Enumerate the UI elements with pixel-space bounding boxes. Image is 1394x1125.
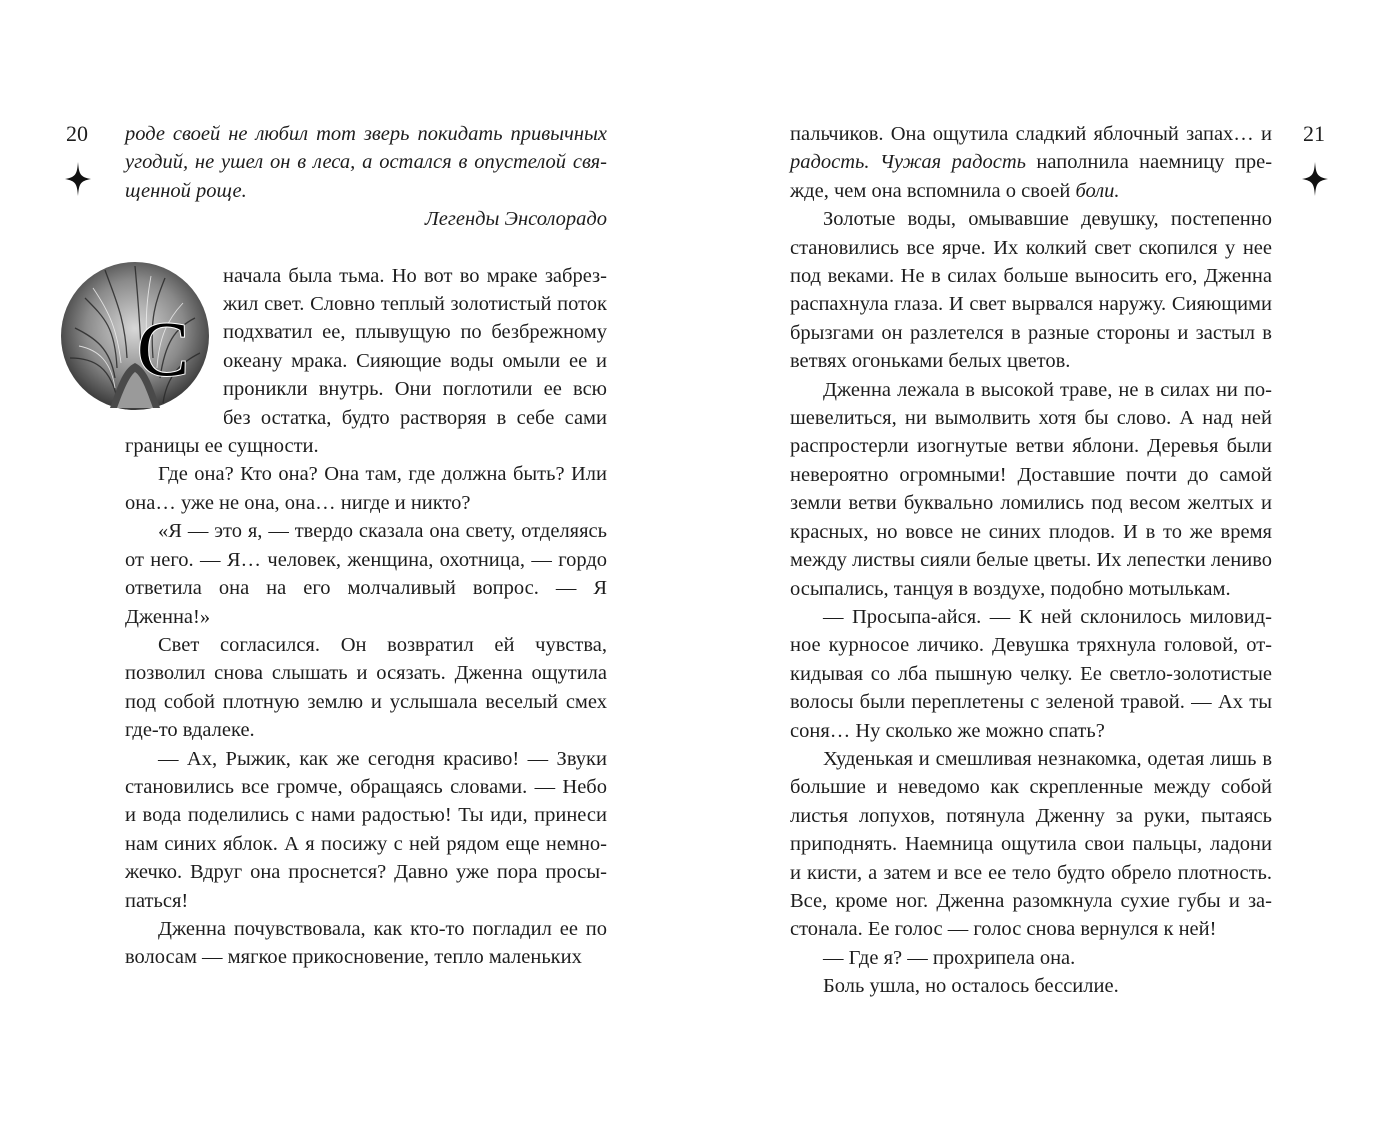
paragraph: Свет согласился. Он возвратил ей чувства, позволил снова слышать и осязать. Дженна ощутила под собой плотную землю и услышала веселый смех где-то вдалеке.: [125, 633, 607, 742]
epigraph: роде своей не любил тот зверь покидать привычных угодий, не ушел он в леса, а остался в опустелой священной роще.: [125, 123, 607, 202]
continued-text-part: пальчиков. Она ощутила сладкий яблочный запах… и: [790, 123, 1272, 145]
right-page: [697, 0, 1394, 1125]
paragraph: Боль ушла, но осталось бессилие.: [823, 975, 1119, 998]
continued-paragraph: [790, 120, 1272, 205]
right-text-column: [790, 120, 1272, 1001]
paragraph: «Я — это я, — твердо сказала она свету, отделяясь от него. — Я… человек, женщина, охотница, — гордо ответила она на его молчаливый вопрос. — Я Дженна!»: [125, 520, 607, 628]
italic-emphasis: радость. Чужая радость: [790, 151, 1026, 174]
left-text-column: [125, 120, 607, 972]
paragraph: Дженна почувствовала, как кто-то погладил ее по волосам — мягкое прикосновение, тепло маленьких: [125, 917, 607, 969]
star-ornament-icon: [1302, 162, 1328, 196]
epigraph-source: Легенды Энсолорадо: [424, 208, 607, 231]
drop-cap-letter: С: [137, 304, 190, 392]
star-ornament-icon: [65, 162, 91, 196]
drop-cap: [55, 258, 215, 420]
apple-tree-illustration: [55, 258, 215, 420]
paragraph: — Ах, Рыжик, как же сегодня красиво! — Звуки становились все громче, обращаясь словами. — Небо и вода поделились с нами радостью! Ты иди, принеси нам синих яблок. А я посижу с ней рядом еще немножечко. Вдруг она проснется? Давно уже пора просыпаться!: [125, 747, 607, 912]
page-number-left: 20: [66, 121, 88, 146]
page-number-right: 21: [1303, 121, 1325, 146]
paragraph: Где она? Кто она? Она там, где должна быть? Или она… уже не она, она… нигде и никто?: [125, 463, 607, 514]
italic-emphasis: боли.: [1075, 179, 1120, 202]
opening-paragraph: [125, 262, 607, 461]
paragraph: — Где я? — прохрипела она.: [823, 946, 1076, 969]
opening-paragraph-text: начала была тьма. Но вот во мраке забрезжил свет. Словно теплый золотистый поток подхватил ее, плывущую по безбрежному океану мрака. Сияющие воды омыли ее и проникли внутрь. Они поглотили ее всю без остатка, будто растворяя в себе сами границы ее сущности.: [125, 264, 607, 458]
paragraph: Худенькая и смешливая незнакомка, одетая лишь в большие и неведомо как скрепленные между собой листья лопухов, потянула Дженну за руки, пытаясь приподнять. Наемница ощутила свои пальцы, ладони и кисти, а затем и все ее тело будто обрело плотность. Все, кроме ног. Дженна разомкнула сухие губы и застонала. Ее голос — голос снова вернулся к ней!: [790, 747, 1272, 941]
paragraph: Дженна лежала в высокой траве, не в силах ни пошевелиться, ни вымолвить хотя бы слово. А над ней распростерли изогнутые ветви яблони. Деревья были невероятно огромными! Доставшие почти до самой земли ветви буквально ломились под весом желтых и красных, но вовсе не синих плодов. И в то же время между листвы сияли белые цветы. Их лепестки лениво осыпались, танцуя в воздухе, подобно мотылькам.: [790, 378, 1272, 600]
paragraph: — Просыпа-айся. — К ней склонилось миловидное курносое личико. Девушка тряхнула головой, откидывая со лба пышную челку. Ее светло-золотистые волосы были переплетены с зеленой травой. — Ах ты соня… Ну сколько же можно спать?: [790, 605, 1272, 742]
paragraph: Золотые воды, омывавшие девушку, постепенно становились все ярче. Их колкий свет скопился у нее под веками. Не в силах больше выносить его, Дженна распахнула глаза. И свет вырвался наружу. Сияющими брызгами он разлетелся в разные стороны и застыл в ветвях огоньками белых цветов.: [790, 208, 1272, 373]
continued-text-part: наполнила наемницу прежде, чем она вспомнила о своей: [790, 151, 1273, 202]
